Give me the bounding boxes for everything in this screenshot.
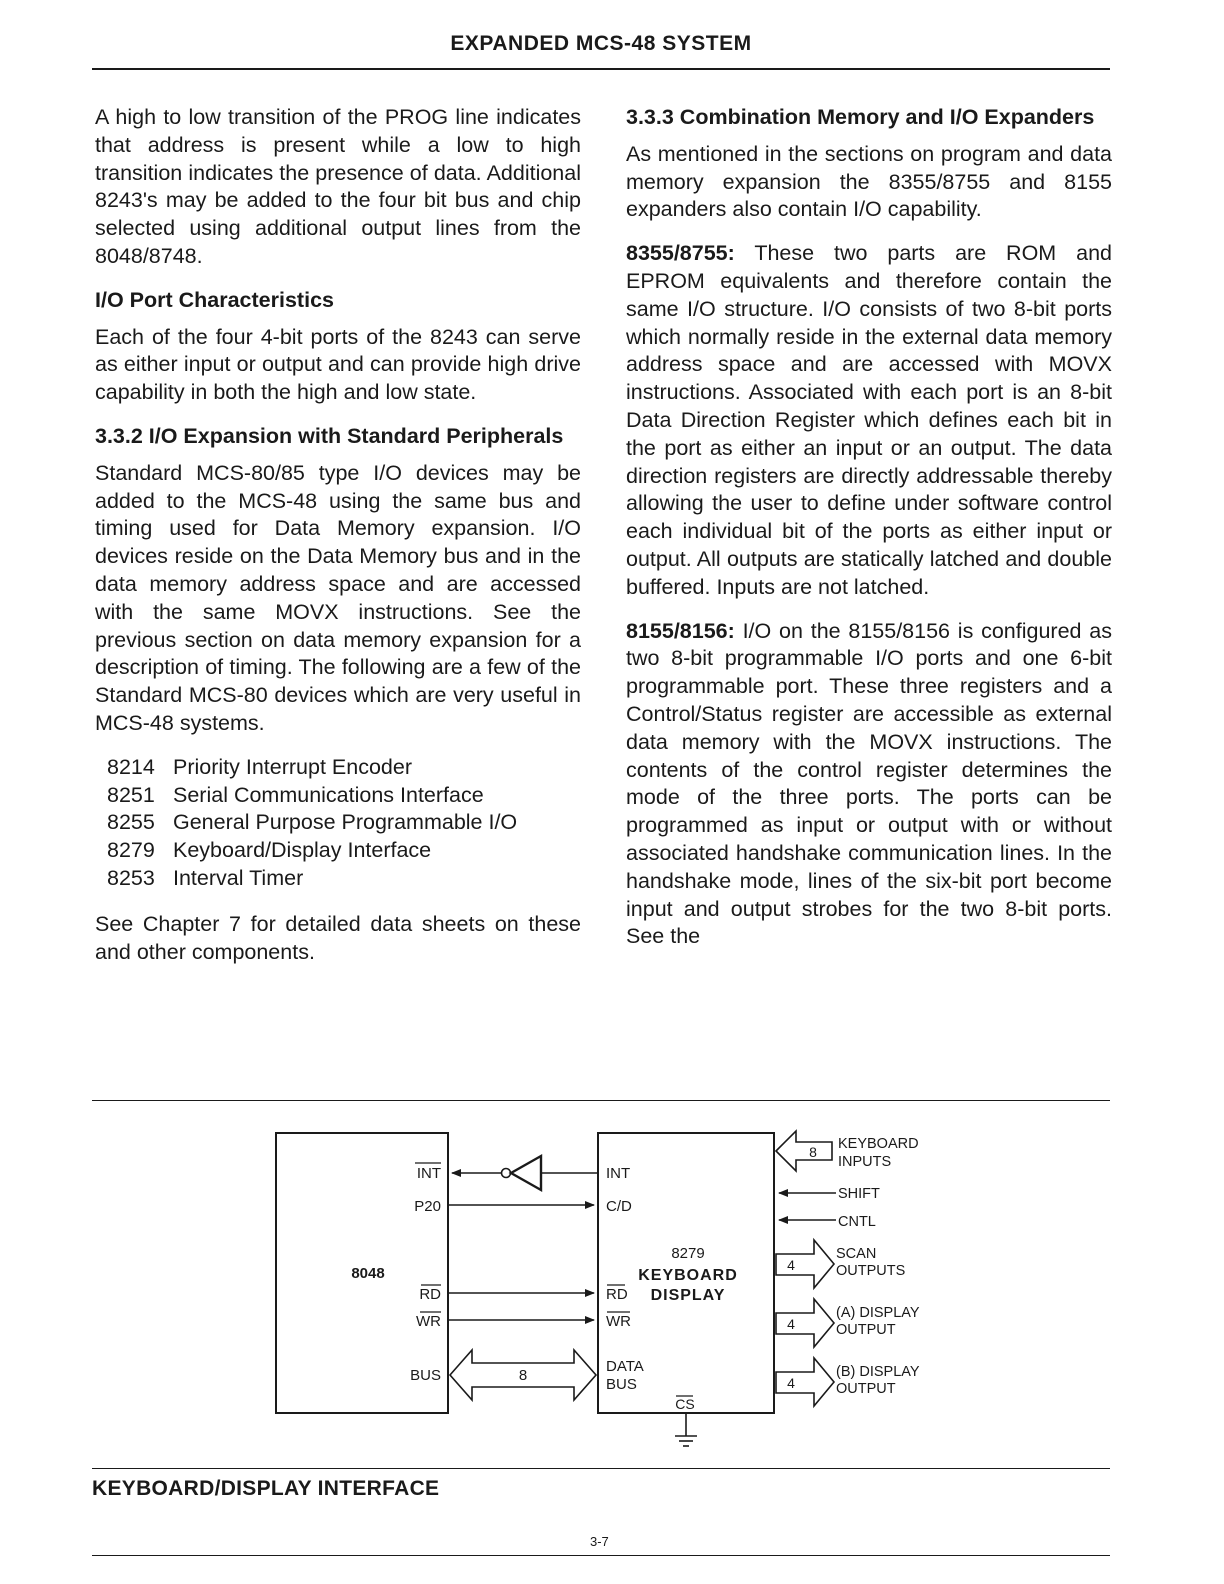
lead-8355-8755: 8355/8755: xyxy=(626,241,735,266)
label-scan: SCAN xyxy=(836,1246,877,1262)
device-name: General Purpose Programmable I/O xyxy=(173,810,518,835)
device-number: 8279 xyxy=(107,838,155,863)
lead-8155-8156: 8155/8156: xyxy=(626,618,735,643)
kb-bus-label: BUS xyxy=(606,1376,637,1393)
kb-data-label: DATA xyxy=(606,1358,644,1375)
heading-section-3-3-2: 3.3.2 I/O Expansion with Standard Peripherals xyxy=(95,423,564,448)
pin-p20-label: P20 xyxy=(414,1198,441,1215)
label-b-output: OUTPUT xyxy=(836,1381,896,1397)
scan-width: 4 xyxy=(787,1257,795,1273)
a-display-arrow xyxy=(776,1299,834,1347)
label-inputs: INPUTS xyxy=(838,1154,892,1170)
b-display-arrow xyxy=(776,1358,834,1406)
pin-int-label: INT xyxy=(416,1165,441,1182)
kb-title-8279: 8279 xyxy=(671,1245,705,1262)
device-name: Keyboard/Display Interface xyxy=(173,838,432,863)
label-a-display: (A) DISPLAY xyxy=(836,1305,920,1321)
device-number: 8253 xyxy=(107,865,155,890)
page-number: 3-7 xyxy=(590,1534,609,1549)
a-display-width: 4 xyxy=(787,1316,795,1332)
label-scan-outputs: OUTPUTS xyxy=(836,1263,906,1279)
kb-inputs-width: 8 xyxy=(809,1144,817,1160)
inverter-icon xyxy=(511,1156,541,1190)
paragraph-prog-transition: A high to low transition of the PROG line indicates that address is present while a low to high transition indicates the presence of data. Additional 8243's may be added to the four bit bus and chip selected using additional output lines from the 8048/8748. xyxy=(95,105,581,268)
scan-outputs-arrow xyxy=(776,1240,834,1288)
kb-cs-label: CS xyxy=(675,1396,695,1412)
label-shift: SHIFT xyxy=(838,1186,880,1202)
footer-rule xyxy=(92,1555,1110,1556)
text-8355-8755: These two parts are ROM and EPROM equivalents and therefore contain the same I/O structure. I/O consists of two 8-bit ports which normally reside in the external data memory address space and are accessed with MOVX instructions. Associated with each port is an 8-bit Data Direction Register which defines each bit in the port as either an input or an output. The data direction registers are directly addressable thereby allowing the user to define under software control each individual bit of the ports as either input or output. All outputs are statically latched and double buffered. Inputs are not latched. xyxy=(626,241,1112,599)
b-display-width: 4 xyxy=(787,1375,795,1391)
keyboard-inputs-arrow xyxy=(776,1131,832,1171)
figure-caption: KEYBOARD/DISPLAY INTERFACE xyxy=(92,1477,440,1500)
device-number: 8251 xyxy=(107,782,155,807)
label-cntl: CNTL xyxy=(838,1214,876,1230)
figure-rule-bottom xyxy=(92,1468,1110,1469)
heading-section-3-3-3: 3.3.3 Combination Memory and I/O Expanders xyxy=(626,105,1095,129)
pin-wr-label: WR xyxy=(416,1313,441,1330)
text-8155-8156: I/O on the 8155/8156 is configured as two 8-bit programmable I/O ports and one 6-bit programmable port. These three registers and a Control/Status register are accessible as external data memory with the MOVX instructions. The contents of the control register determines the mode of the three ports. The ports can be programmed as input or output with or without associated handshake communication lines. In the handshake mode, lines of the six-bit port become input and output strobes for the two 8-bit ports. See the xyxy=(626,618,1112,949)
kb-rd-label: RD xyxy=(606,1286,628,1303)
pin-rd-label: RD xyxy=(419,1286,441,1303)
kb-wr-label: WR xyxy=(606,1313,631,1330)
kb-int-label: INT xyxy=(606,1165,631,1182)
label-keyboard: KEYBOARD xyxy=(838,1136,919,1152)
kb-title-display: DISPLAY xyxy=(650,1287,726,1304)
kb-cd-label: C/D xyxy=(606,1198,632,1215)
bus-width-label: 8 xyxy=(518,1367,528,1384)
device-number: 8255 xyxy=(107,810,155,835)
paragraph-section-3-3-2: Standard MCS-80/85 type I/O devices may be added to the MCS-48 using the same bus and timing used for Data Memory expansion. I/O devices reside on the Data Memory bus and in the data memory address space and are accessed with the same MOVX instructions. See the previous section on data memory expansion for a description of timing. The following are a few of the Standard MCS-80 devices which are very useful in MCS-48 systems. xyxy=(95,460,581,735)
paragraph-section-3-3-3: As mentioned in the sections on program and data memory expansion the 8355/8755 and 8155 expanders also contain I/O capability. xyxy=(626,141,1112,222)
paragraph-io-port: Each of the four 4-bit ports of the 8243 can serve as either input or output and can provide high drive capability in both the high and low state. xyxy=(95,324,581,405)
device-number: 8214 xyxy=(107,754,155,779)
heading-io-port-characteristics: I/O Port Characteristics xyxy=(95,287,334,312)
chip-8048-label: 8048 xyxy=(351,1265,385,1282)
device-name: Interval Timer xyxy=(173,865,304,890)
label-a-output: OUTPUT xyxy=(836,1322,896,1338)
device-name: Serial Communications Interface xyxy=(173,782,484,807)
kb-title-keyboard: KEYBOARD xyxy=(638,1267,738,1284)
paragraph-chapter-7: See Chapter 7 for detailed data sheets on these and other components. xyxy=(95,911,581,964)
device-name: Priority Interrupt Encoder xyxy=(173,754,412,779)
label-b-display: (B) DISPLAY xyxy=(836,1364,920,1380)
pin-bus-label: BUS xyxy=(410,1367,441,1384)
page-header: EXPANDED MCS-48 SYSTEM xyxy=(450,32,752,55)
